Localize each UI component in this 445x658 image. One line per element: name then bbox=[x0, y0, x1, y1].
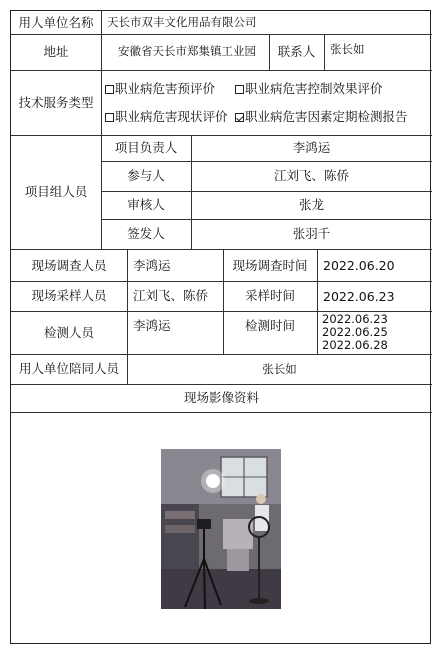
checkbox-periodic-test[interactable] bbox=[235, 113, 244, 122]
test-person-label: 检测人员 bbox=[43, 325, 94, 340]
service-option-periodic-test[interactable] bbox=[235, 110, 408, 124]
row-divider bbox=[11, 412, 432, 413]
contact-value: 张长如 bbox=[330, 42, 365, 56]
service-option-label: 职业病危害现状评价 bbox=[115, 109, 228, 124]
checkbox-status-eval[interactable] bbox=[105, 113, 114, 122]
service-option-label: 职业病危害因素定期检测报告 bbox=[245, 109, 408, 124]
unit-name-value: 天长市双丰文化用品有限公司 bbox=[107, 15, 257, 29]
address-value: 安徽省天长市郑集镇工业园 bbox=[118, 44, 256, 58]
checkbox-pre-eval[interactable] bbox=[105, 85, 114, 94]
service-type-label: 技术服务类型 bbox=[18, 95, 94, 110]
team-name: 江刘飞、陈侨 bbox=[273, 168, 349, 183]
survey-time-label: 现场调查时间 bbox=[232, 258, 308, 273]
test-time-label: 检测时间 bbox=[244, 318, 295, 333]
address-label: 地址 bbox=[43, 44, 69, 59]
col-divider bbox=[317, 249, 318, 354]
row-divider bbox=[11, 249, 432, 250]
row-divider bbox=[11, 281, 432, 282]
row-divider bbox=[11, 384, 432, 385]
sampling-person-label: 现场采样人员 bbox=[31, 288, 107, 303]
row-divider bbox=[101, 219, 432, 220]
service-option-label: 职业病危害控制效果评价 bbox=[245, 81, 383, 96]
contact-label: 联系人 bbox=[277, 44, 316, 59]
escort-value: 张长如 bbox=[262, 362, 297, 376]
survey-person-label: 现场调查人员 bbox=[31, 258, 107, 273]
team-label: 项目组人员 bbox=[24, 184, 88, 199]
col-divider bbox=[127, 249, 128, 354]
escort-label: 用人单位陪同人员 bbox=[18, 361, 119, 376]
test-person-value: 李鸿运 bbox=[133, 318, 171, 333]
team-name: 张龙 bbox=[298, 197, 324, 212]
test-time-value: 2022.06.28 bbox=[322, 338, 388, 352]
team-name: 张羽千 bbox=[292, 226, 331, 241]
team-name: 李鸿运 bbox=[292, 140, 331, 155]
field-sampling-photo bbox=[161, 449, 281, 609]
team-role: 签发人 bbox=[127, 226, 165, 241]
row-divider bbox=[101, 161, 432, 162]
service-option-label: 职业病危害预评价 bbox=[115, 81, 216, 96]
evaluation-form bbox=[10, 10, 431, 644]
row-divider bbox=[11, 70, 432, 71]
row-divider bbox=[11, 135, 432, 136]
sampling-time-value: 2022.06.23 bbox=[323, 289, 395, 304]
sampling-person-value: 江刘飞、陈侨 bbox=[133, 288, 209, 303]
sampling-time-label: 采样时间 bbox=[244, 288, 295, 303]
survey-person-value: 李鸿运 bbox=[133, 258, 171, 273]
team-role: 审核人 bbox=[127, 197, 165, 212]
test-time-value: 2022.06.25 bbox=[322, 325, 388, 339]
survey-time-value: 2022.06.20 bbox=[323, 258, 395, 273]
team-role: 项目负责人 bbox=[114, 140, 178, 155]
team-role: 参与人 bbox=[127, 168, 165, 183]
service-option-control-eval[interactable] bbox=[235, 82, 383, 96]
service-option-pre-eval[interactable] bbox=[105, 82, 215, 96]
row-divider bbox=[101, 191, 432, 192]
row-divider bbox=[11, 34, 432, 35]
col-divider bbox=[101, 11, 102, 135]
photo-section-label: 现场影像资料 bbox=[183, 390, 259, 405]
row-divider bbox=[11, 354, 432, 355]
col-divider bbox=[324, 34, 325, 70]
service-option-status-eval[interactable] bbox=[105, 110, 228, 124]
unit-name-label: 用人单位名称 bbox=[18, 15, 94, 30]
test-time-value: 2022.06.23 bbox=[322, 312, 388, 326]
checkbox-control-eval[interactable] bbox=[235, 85, 244, 94]
